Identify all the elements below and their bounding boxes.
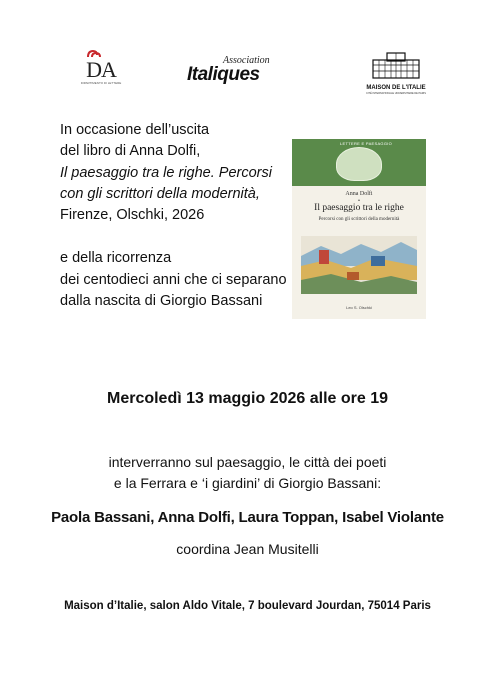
venue-address: Maison d’Italie, salon Aldo Vitale, 7 boulevard Jourdan, 75014 Paris: [64, 600, 431, 612]
book-cover: [292, 139, 426, 319]
da-logo-mark: DA: [86, 57, 116, 82]
intro-line: del libro di Anna Dolfi,: [60, 143, 201, 160]
intro-text: [60, 120, 290, 312]
cover-author: Anna Dolfi: [345, 191, 373, 197]
intro-line: dei centodieci anni che ci separano: [60, 271, 287, 288]
coordinator: coordina Jean Musitelli: [176, 541, 319, 557]
maison-italie-logo: [358, 50, 434, 96]
cover-separator: •: [358, 198, 360, 204]
italiques-logo: [187, 55, 273, 85]
maison-italie-name: MAISON DE L'ITALIE: [366, 85, 426, 91]
intro-line: In occasione dell’uscita: [60, 122, 210, 138]
speakers-list: Paola Bassani, Anna Dolfi, Laura Toppan, Isabel Violante: [51, 509, 444, 526]
cover-title: Il paesaggio tra le righe: [314, 203, 404, 213]
maison-italie-sub: CITÉ INTERNATIONALE UNIVERSITAIRE DE PARIS: [366, 92, 426, 95]
book-title-line: con gli scrittori della modernità,: [60, 185, 260, 202]
cover-painting: [301, 236, 417, 294]
publication-line: Firenze, Olschki, 2026: [60, 207, 205, 224]
da-logo: [70, 50, 132, 92]
intro-line: dalla nascita di Giorgio Bassani: [60, 293, 263, 310]
da-logo-tagline: DIPARTIMENTO DI LETTERE: [80, 81, 122, 85]
italiques-logo-name: Italiques: [187, 64, 260, 85]
cover-series: LETTERE E PAESAGGIO: [340, 141, 393, 146]
talk-line: e la Ferrara e ‘i giardini’ di Giorgio Bassani:: [113, 475, 382, 491]
intro-line: e della ricorrenza: [60, 250, 172, 267]
book-title-line: Il paesaggio tra le righe. Percorsi: [60, 164, 272, 181]
cover-subtitle: Percorsi con gli scrittori della modernità: [318, 217, 400, 222]
da-logo-accent: [86, 50, 102, 58]
talk-line: interverranno sul paesaggio, le città dei poeti: [108, 454, 387, 470]
event-date: Mercoledì 13 maggio 2026 alle ore 19: [106, 390, 389, 407]
building-icon: [371, 50, 421, 80]
cover-medallion: [336, 147, 382, 181]
italiques-logo-assoc: Association: [223, 55, 270, 66]
talk-description: [0, 452, 495, 494]
cover-publisher: Leo S. Olschki: [346, 305, 372, 310]
